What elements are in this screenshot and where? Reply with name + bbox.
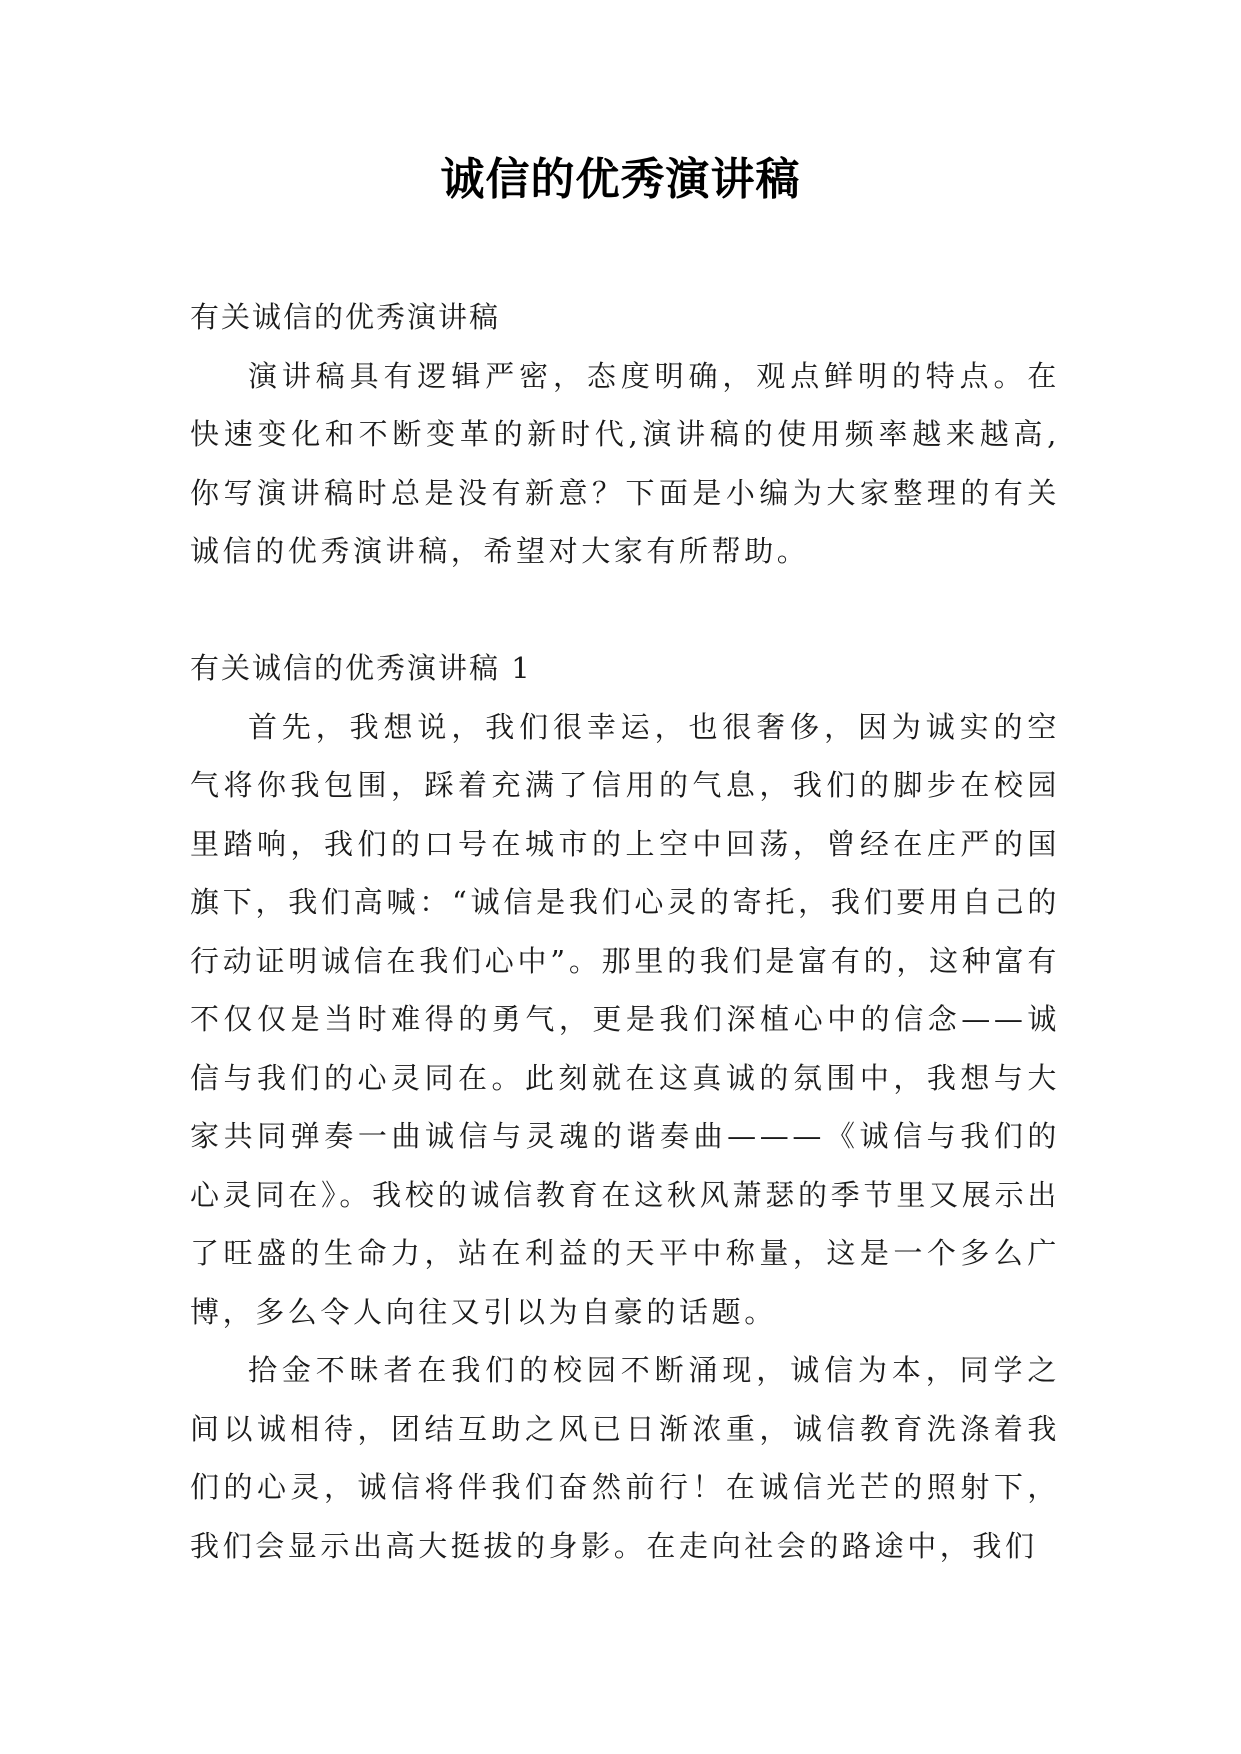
section-spacer	[190, 581, 1060, 640]
document-body	[190, 288, 1060, 1575]
document-title: 诚信的优秀演讲稿	[440, 154, 801, 205]
section-1-paragraph-2: 拾金不昧者在我们的校园不断涌现，诚信为本，同学之间以诚相待，团结互助之风已日渐浓重，诚信教育洗涤着我们的心灵，诚信将伴我们奋然前行！在诚信光芒的照射下，我们会显示出高大挺拔的身影。在走向社会的路途中，我们	[190, 1353, 1060, 1563]
intro-paragraph: 演讲稿具有逻辑严密，态度明确，观点鲜明的特点。在快速变化和不断变革的新时代,演讲稿的使用频率越来越高,你写演讲稿时总是没有新意？下面是小编为大家整理的有关诚信的优秀演讲稿，希望对大家有所帮助。	[190, 358, 1060, 568]
section-1-heading: 有关诚信的优秀演讲稿 1	[190, 651, 532, 685]
intro-heading: 有关诚信的优秀演讲稿	[190, 300, 501, 334]
section-1-paragraph-1: 首先，我想说，我们很幸运，也很奢侈，因为诚实的空气将你我包围，踩着充满了信用的气息，我们的脚步在校园里踏响，我们的口号在城市的上空中回荡，曾经在庄严的国旗下，我们高喊：“诚信是我们心灵的寄托，我们要用自己的行动证明诚信在我们心中”。那里的我们是富有的，这种富有不仅仅是当时难得的勇气，更是我们深植心中的信念——诚信与我们的心灵同在。此刻就在这真诚的氛围中，我想与大家共同弹奏一曲诚信与灵魂的谐奏曲———《诚信与我们的心灵同在》。我校的诚信教育在这秋风萧瑟的季节里又展示出了旺盛的生命力，站在利益的天平中称量，这是一个多么广博，多么令人向往又引以为自豪的话题。	[190, 709, 1060, 1329]
